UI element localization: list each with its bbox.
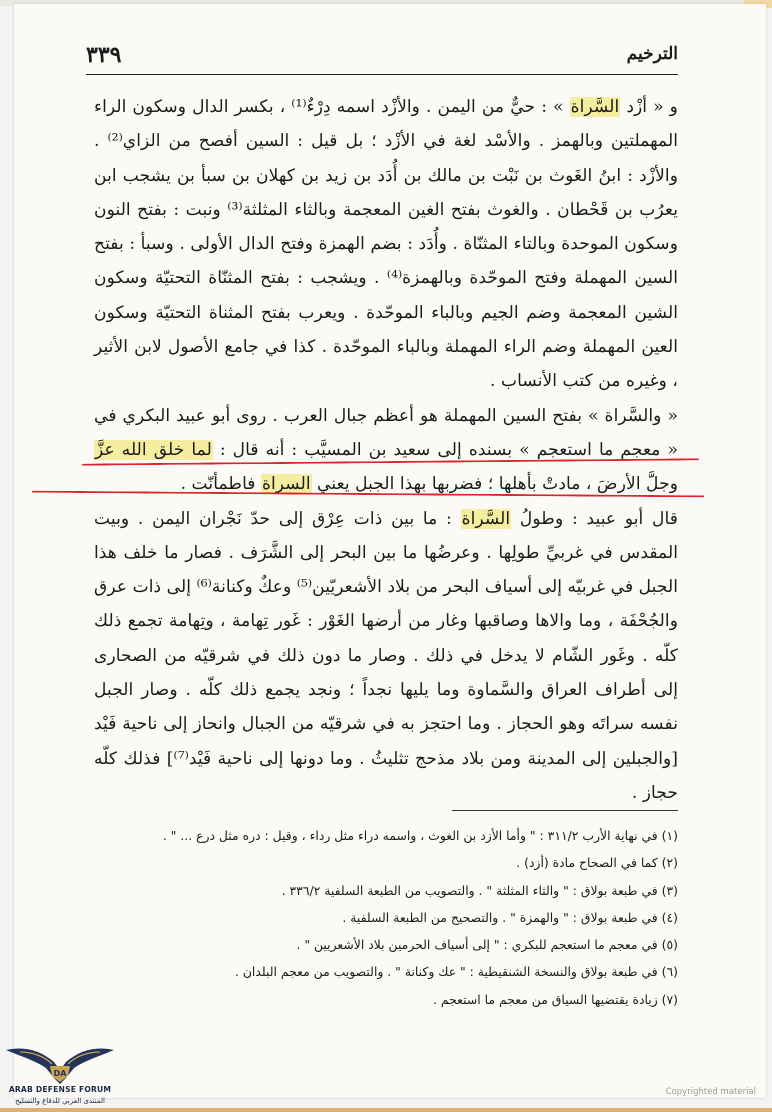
footnote: (٢) كما في الصحاح مادة (أزد) . [516, 855, 678, 871]
logo-badge: DA [53, 1069, 67, 1078]
logo-name-ar: المنتدى العربي للدفاع والتسليح [15, 1097, 105, 1105]
highlight-sarat-3: السَّراة [461, 508, 511, 529]
paragraph-azd-part-c: » : حيٌّ من اليمن . والأزْد اسمه دِرْءٌ⁽¹⁾ ، بكسر الدال وسكون الراء المهملتين وبالهمز . والأسْد لغة في الأزْد ؛ بل قيل : السين أفصح من الزاي⁽²⁾ . والأزْد : ابنُ الغَوث بن نَبْت بن مالك بن أُدَد بن زيد بن كهلان بن سبأ بن يشجب ابن يعرُب بن قَحْطان . والغوث بفتح الغين المعجمة وبالثاء المثلثة⁽³⁾ ونبت : بفتح النون وسكون الموحدة وبالتاء المثنّاة . وأُدَد : بضم الهمزة وفتح الدال الأولى . وسبأ : بفتح السين المهملة وفتح الموحّدة وبالهمزة⁽⁴⁾ . ويشجب : بفتح المثنّاة التحتيّة وسكون الشين المعجمة وضم الجيم وبالباء الموحّدة . ويعرب بفتح المثناة التحتيّة وسكون العين المهملة وضم الراء المهملة وبالباء الموحّدة . كذا في جامع الأصول لابن الأثير ، وغيره من كتب الأنساب . [94, 97, 678, 392]
logo-name-en: ARAB DEFENSE FORUM [8, 1085, 112, 1094]
paragraph-sarat-part-e: فاطمأنّت . [180, 474, 261, 495]
paragraph-abu-ubaid-part-c: : ما بين ذات عِرْق إلى حدّ نَجْران اليمن . وبيت المقدس في غربيِّ طولِها . وعرضُها ما بين البحر إلى الشَّرَف . فصار ما خلف هذا الجبل في غربيّه إلى أسياف البحر من بلاد الأشعريّين⁽⁵⁾ وعكٌ وكنانة⁽⁶⁾ إلى ذات عرق والجُحْفَة ، وما والاها وصاقبها وغار من أرضها الغَوْر : غَور تِهامة ، وتِهامة تجمع ذلك كلّه . وغَور الشّام لا يدخل في ذلك . وصار ما دون ذلك في شرقيّه من الصحارى إلى أطراف العراق والسَّماوة وما يليها نجداً ؛ ونجد يجمع ذلك كلّه . وصار الجبل نفسه سراتَه وهو الحجاز . وما احتجز به في شرقيّه من الجبال وانحاز إلى ناحية فَيْد [والجبلين إلى المدينة ومن بلاد مذحج تثليثُ . وما دونها إلى ناحية فَيْد⁽⁷⁾] فذلك كلّه حجاز . [94, 508, 678, 803]
footnote: (٦) في طبعة بولاق والنسخة الشنقيطية : " عك وكنانة " . والتصويب من معجم البلدان . [234, 964, 678, 980]
paragraph-azd-part-a: و « أزْد [620, 97, 678, 117]
eagle-emblem-icon [0, 1036, 120, 1086]
copyright-watermark: Copyrighted material [665, 1087, 756, 1097]
book-page [14, 4, 766, 1098]
footnote: (٥) في معجم ما استعجم للبكري : " إلى أسياف الحرمين بلاد الأشعريين " . [296, 937, 678, 953]
bottom-band [0, 1108, 772, 1112]
forum-logo [0, 1036, 120, 1112]
paragraph-azd [94, 90, 678, 399]
page-header [86, 34, 678, 75]
body-text [94, 90, 678, 810]
footnote-divider [452, 810, 678, 811]
highlight-sarat: السَّراة [570, 97, 620, 117]
paragraph-abu-ubaid [94, 502, 678, 811]
page-number: ٣٣٩ [86, 42, 122, 68]
paragraph-sarat-definition [94, 399, 678, 502]
running-title: الترخيم [626, 44, 678, 64]
paragraph-sarat-part-c: وجلَّ الأرضَ ، مادتْ بأهلها ؛ فضربها بهذا الجبل يعني [311, 474, 678, 495]
paragraph-sarat-part-a: « والسَّراة » بفتح السين المهملة هو أعظم جبال العرب . روى أبو عبيد البكري في « معجم ما استعجم » بسنده إلى سعيد بن المسيَّب : أنه قال : [94, 405, 678, 460]
highlight-creation-phrase: لما خلق الله عزَّ [95, 439, 212, 460]
footnote: (٧) زيادة يقتضيها السياق من معجم ما استعجم . [433, 991, 678, 1007]
highlight-sarat-2: السراة [261, 474, 311, 495]
footnote: (٣) في طبعة بولاق : " والثاء المثلثة " . والتصويب من الطبعة السلفية ٣٣٦/٢ . [281, 882, 678, 898]
footnote: (٤) في طبعة بولاق : " والهمزة " . والتصحيح من الطبعة السلفية . [342, 909, 678, 925]
footnote: (١) في نهاية الأرب ٣١١/٢ : " وأما الأزد بن الغوث ، واسمه دراء مثل رداء ، وقيل : دره مثل درع ... " . [162, 828, 678, 843]
footnotes [84, 822, 678, 1013]
paragraph-abu-ubaid-part-a: قال أبو عبيد : وطولُ [511, 508, 678, 529]
